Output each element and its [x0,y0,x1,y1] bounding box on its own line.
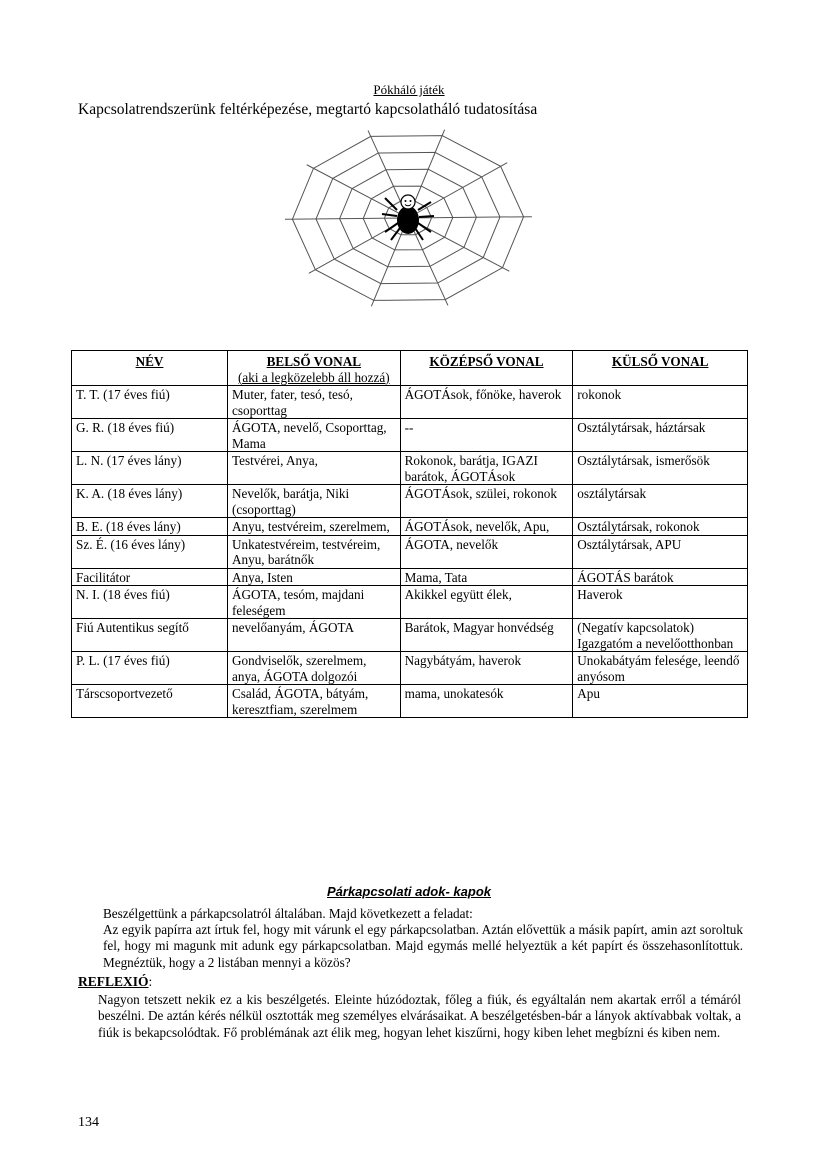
header-middle: KÖZÉPSŐ VONAL [400,351,573,386]
table-cell: Haverok [573,586,748,619]
table-cell: Rokonok, barátja, IGAZI barátok, ÁGOTÁsok [400,452,573,485]
table-cell: Testvérei, Anya, [228,452,401,485]
spider-web-icon [285,128,535,316]
table-row [72,386,748,419]
table-cell: T. T. (17 éves fiú) [72,386,228,419]
table-cell: ÁGOTA, tesóm, majdani feleségem [228,586,401,619]
task-text: Az egyik papírra azt írtuk fel, hogy mit várunk el egy párkapcsolatban. Aztán elővettük a másik papírt, amin azt soroltuk fel, hogy mi magunk mit adunk egy párkapcsolatban. Majd egymás mellé helyeztük a két papírt és összehasonlítottuk. Megnéztük, hogy a 2 listában mennyi a közös? [103,922,743,970]
table-cell: ÁGOTÁsok, szülei, rokonok [400,485,573,518]
table-cell: G. R. (18 éves fiú) [72,419,228,452]
table-cell: Fiú Autentikus segítő [72,619,228,652]
header-outer: KÜLSŐ VONAL [573,351,748,386]
table-row [72,535,748,568]
table-cell: osztálytársak [573,485,748,518]
relationship-table [71,350,748,718]
intro-text: Beszélgettünk a párkapcsolatról általában. Majd következett a feladat: [103,906,473,921]
table-row [72,586,748,619]
table-cell: Anya, Isten [228,568,401,586]
table-cell: Osztálytársak, APU [573,535,748,568]
reflection-heading: REFLEXIÓ: [78,974,153,989]
table-row [72,485,748,518]
table-cell: ÁGOTÁsok, főnöke, haverok [400,386,573,419]
table-cell: Osztálytársak, háztársak [573,419,748,452]
page-title: Pókháló játék [373,82,445,97]
table-cell: rokonok [573,386,748,419]
page-number: 134 [78,1115,99,1130]
table-row [72,619,748,652]
table-cell: L. N. (17 éves lány) [72,452,228,485]
table-cell: Társcsoportvezető [72,685,228,718]
table-cell: B. E. (18 éves lány) [72,518,228,536]
table-cell: Facilitátor [72,568,228,586]
table-row [72,652,748,685]
table-cell: Mama, Tata [400,568,573,586]
table-cell: K. A. (18 éves lány) [72,485,228,518]
table-cell: mama, unokatesók [400,685,573,718]
table-cell: ÁGOTA, nevelők [400,535,573,568]
table-cell: Unkatestvéreim, testvéreim, Anyu, barátnők [228,535,401,568]
table-row [72,685,748,718]
reflection-text: Nagyon tetszett nekik ez a kis beszélgetés. Eleinte húzódoztak, főleg a fiúk, és egyáltalán nem akartak erről a témáról beszélni. De aztán kérés nélkül osztották meg személyes elvárásaikat. A beszélgetésben-bár a lányok aktívabbak voltak, a fiúk is bekapcsolódtak. Fő problémának azt élik meg, hogyan lehet kiszűrni, hogy kiben lehet megbízni és kiben nem. [98,992,741,1040]
table-cell: Gondviselők, szerelmem, anya, ÁGOTA dolgozói [228,652,401,685]
table-cell: nevelőanyám, ÁGOTA [228,619,401,652]
table-cell: ÁGOTÁsok, nevelők, Apu, [400,518,573,536]
table-row [72,419,748,452]
table-cell: Anyu, testvéreim, szerelmem, [228,518,401,536]
table-cell: Unokabátyám felesége, leendő anyósom [573,652,748,685]
table-cell: Nevelők, barátja, Niki (csoporttag) [228,485,401,518]
table-cell: -- [400,419,573,452]
table-cell: Sz. É. (16 éves lány) [72,535,228,568]
table-cell: Muter, fater, tesó, tesó, csoporttag [228,386,401,419]
table-cell: N. I. (18 éves fiú) [72,586,228,619]
table-cell: Nagybátyám, haverok [400,652,573,685]
table-cell: ÁGOTÁS barátok [573,568,748,586]
table-cell: Apu [573,685,748,718]
header-name: NÉV [72,351,228,386]
table-cell: Barátok, Magyar honvédség [400,619,573,652]
table-cell: P. L. (17 éves fiú) [72,652,228,685]
table-cell: Osztálytársak, ismerősök [573,452,748,485]
table-cell: Akikkel együtt élek, [400,586,573,619]
section-title: Párkapcsolati adok- kapok [326,884,491,899]
table-cell: (Negatív kapcsolatok) Igazgatóm a nevelőotthonban [573,619,748,652]
table-row [72,568,748,586]
page-subtitle: Kapcsolatrendszerünk feltérképezése, megtartó kapcsolatháló tudatosítása [78,101,538,118]
table-header-row [72,351,748,386]
table-row [72,518,748,536]
spider-icon [382,195,434,240]
table-cell: Család, ÁGOTA, bátyám, keresztfiam, szerelmem [228,685,401,718]
table-row [72,452,748,485]
table-cell: Osztálytársak, rokonok [573,518,748,536]
header-inner: BELSŐ VONAL (aki a legközelebb áll hozzá) [228,351,401,386]
table-cell: ÁGOTA, nevelő, Csoporttag, Mama [228,419,401,452]
